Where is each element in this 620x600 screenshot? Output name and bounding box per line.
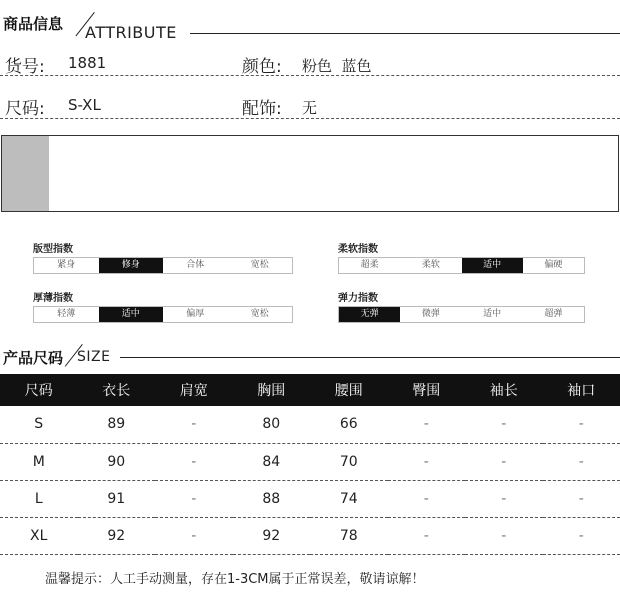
table-cell: - <box>388 480 466 517</box>
attribute-title-en: ATTRIBUTE <box>85 23 177 42</box>
table-cell: S <box>0 406 78 443</box>
attribute-header <box>0 8 620 42</box>
size-table <box>0 374 620 555</box>
table-cell: - <box>388 406 466 443</box>
divider <box>0 75 620 76</box>
color-value: 粉色 蓝色 <box>302 57 372 75</box>
fit-index-options <box>33 257 293 274</box>
table-cell: - <box>388 517 466 554</box>
table-cell: 84 <box>233 443 311 480</box>
table-cell: 90 <box>78 443 156 480</box>
divider <box>0 118 620 119</box>
table-cell: 70 <box>310 443 388 480</box>
fit-option: 宽松 <box>228 258 293 273</box>
table-cell: 92 <box>233 517 311 554</box>
softness-option: 超柔 <box>339 258 400 273</box>
thickness-index-title: 厚薄指数 <box>33 293 73 304</box>
elasticity-index-options <box>338 306 585 323</box>
header-rule <box>190 33 620 34</box>
table-cell: 92 <box>78 517 156 554</box>
header-cell: 袖长 <box>465 374 543 406</box>
header-cell: 腰围 <box>310 374 388 406</box>
elasticity-index-title: 弹力指数 <box>338 293 378 304</box>
fit-index <box>33 240 293 274</box>
softness-index-options <box>338 257 585 274</box>
size-title-cn: 产品尺码 <box>3 349 64 367</box>
elasticity-option-selected: 无弹 <box>339 307 400 322</box>
fit-option-selected: 修身 <box>99 258 164 273</box>
accessory-value: 无 <box>302 99 318 117</box>
table-cell: - <box>543 517 620 554</box>
table-cell: - <box>465 406 543 443</box>
softness-option: 柔软 <box>400 258 461 273</box>
thickness-option: 宽松 <box>228 307 293 322</box>
image-placeholder <box>2 136 49 211</box>
thickness-option: 偏厚 <box>163 307 228 322</box>
table-cell: - <box>543 443 620 480</box>
table-cell: 74 <box>310 480 388 517</box>
elasticity-option: 超弹 <box>523 307 584 322</box>
size-value: S-XL <box>68 96 101 114</box>
thickness-option: 轻薄 <box>34 307 99 322</box>
softness-index-title: 柔软指数 <box>338 244 378 255</box>
table-row <box>0 480 620 517</box>
header-cell: 衣长 <box>78 374 156 406</box>
softness-option: 偏硬 <box>523 258 584 273</box>
header-cell: 尺码 <box>0 374 78 406</box>
table-row <box>0 406 620 443</box>
table-cell: 78 <box>310 517 388 554</box>
header-cell: 臀围 <box>388 374 466 406</box>
table-cell: XL <box>0 517 78 554</box>
info-row-2 <box>0 94 620 124</box>
size-header <box>0 340 620 370</box>
table-cell: 88 <box>233 480 311 517</box>
table-cell: - <box>465 443 543 480</box>
size-label: 尺码: <box>5 99 45 119</box>
item-no-label: 货号: <box>5 57 45 77</box>
header-cell: 肩宽 <box>155 374 233 406</box>
fit-option: 紧身 <box>34 258 99 273</box>
table-cell: 89 <box>78 406 156 443</box>
fit-option: 合体 <box>163 258 228 273</box>
measurement-tip: 温馨提示：人工手动测量，存在1-3CM属于正常误差，敬请谅解！ <box>45 572 425 587</box>
elasticity-index <box>338 289 585 323</box>
table-cell: - <box>155 443 233 480</box>
table-cell: 66 <box>310 406 388 443</box>
softness-index <box>338 240 585 274</box>
thickness-option-selected: 适中 <box>99 307 164 322</box>
size-table-header <box>0 374 620 406</box>
table-cell: - <box>465 480 543 517</box>
thickness-index-options <box>33 306 293 323</box>
table-cell: - <box>543 406 620 443</box>
thickness-index <box>33 289 293 323</box>
info-row-1 <box>0 52 620 82</box>
size-title-en: SIZE <box>77 349 111 365</box>
table-row <box>0 443 620 480</box>
table-cell: L <box>0 480 78 517</box>
item-no-value: 1881 <box>68 54 107 72</box>
elasticity-option: 适中 <box>462 307 523 322</box>
table-cell: - <box>155 517 233 554</box>
table-cell: 91 <box>78 480 156 517</box>
header-cell: 袖口 <box>543 374 620 406</box>
table-cell: - <box>465 517 543 554</box>
fit-index-title: 版型指数 <box>33 244 73 255</box>
softness-option-selected: 适中 <box>462 258 523 273</box>
table-cell: - <box>543 480 620 517</box>
table-cell: - <box>155 480 233 517</box>
table-cell: - <box>388 443 466 480</box>
header-cell: 胸围 <box>233 374 311 406</box>
product-image-box <box>1 135 619 212</box>
color-label: 颜色: <box>242 57 282 77</box>
table-row <box>0 517 620 554</box>
table-cell: 80 <box>233 406 311 443</box>
header-rule <box>120 357 620 358</box>
table-cell: M <box>0 443 78 480</box>
table-cell: - <box>155 406 233 443</box>
elasticity-option: 微弹 <box>400 307 461 322</box>
accessory-label: 配饰: <box>242 99 282 119</box>
attribute-title-cn: 商品信息 <box>3 15 64 33</box>
